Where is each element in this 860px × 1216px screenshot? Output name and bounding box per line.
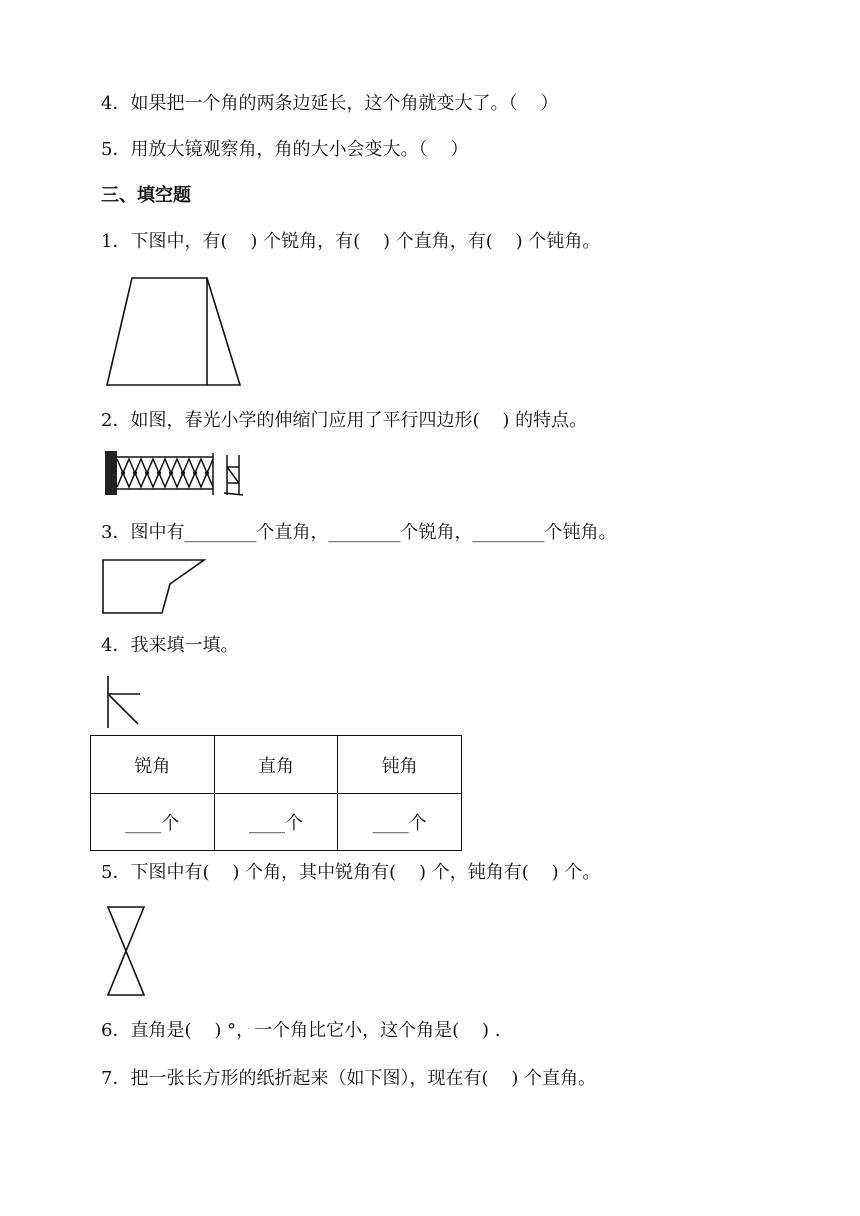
- telescopic-gate-figure: [103, 449, 248, 501]
- hourglass-outline: [108, 907, 144, 995]
- pentagon-outline: [103, 560, 204, 613]
- table-header-row: [91, 736, 462, 794]
- question-5: 5．下图中有( ) 个角，其中锐角有( ) 个，钝角有( ) 个。: [101, 862, 601, 883]
- gate-dots: [121, 471, 209, 475]
- gate-post: [105, 451, 117, 495]
- question-1: 1．下图中，有( ) 个锐角，有( ) 个直角，有( ) 个钝角。: [101, 231, 601, 252]
- diagonal-ray: [108, 694, 138, 724]
- angle-lines-figure: [102, 674, 144, 730]
- gate-detail: [224, 455, 243, 495]
- table-answer-row: [91, 794, 462, 851]
- question-3: 3．图中有________个直角，________个锐角，________个钝角。: [101, 522, 617, 543]
- header-acute: 锐角: [91, 736, 215, 794]
- pentagon-figure: [100, 556, 210, 618]
- answer-right: ____个: [214, 794, 338, 851]
- trapezoid-figure: [100, 275, 250, 390]
- question-7: 7．把一张长方形的纸折起来（如下图），现在有( ) 个直角。: [101, 1068, 597, 1089]
- question-2: 2．如图，春光小学的伸缩门应用了平行四边形( ) 的特点。: [101, 410, 588, 431]
- question-6: 6．直角是( ) °，一个角比它小，这个角是( ) .: [101, 1020, 501, 1041]
- answer-obtuse: ____个: [338, 794, 462, 851]
- trapezoid-outline: [107, 278, 240, 385]
- gate-lattice: [117, 453, 213, 495]
- section-title: 三、填空题: [101, 185, 191, 206]
- answer-acute: ____个: [91, 794, 215, 851]
- header-right: 直角: [214, 736, 338, 794]
- hourglass-figure: [104, 903, 150, 999]
- statement-5: 5．用放大镜观察角，角的大小会变大。（ ）: [101, 139, 469, 160]
- header-obtuse: 钝角: [338, 736, 462, 794]
- question-4: 4．我来填一填。: [101, 635, 239, 656]
- angle-count-table: [90, 735, 462, 851]
- statement-4: 4．如果把一个角的两条边延长，这个角就变大了。（ ）: [101, 93, 559, 114]
